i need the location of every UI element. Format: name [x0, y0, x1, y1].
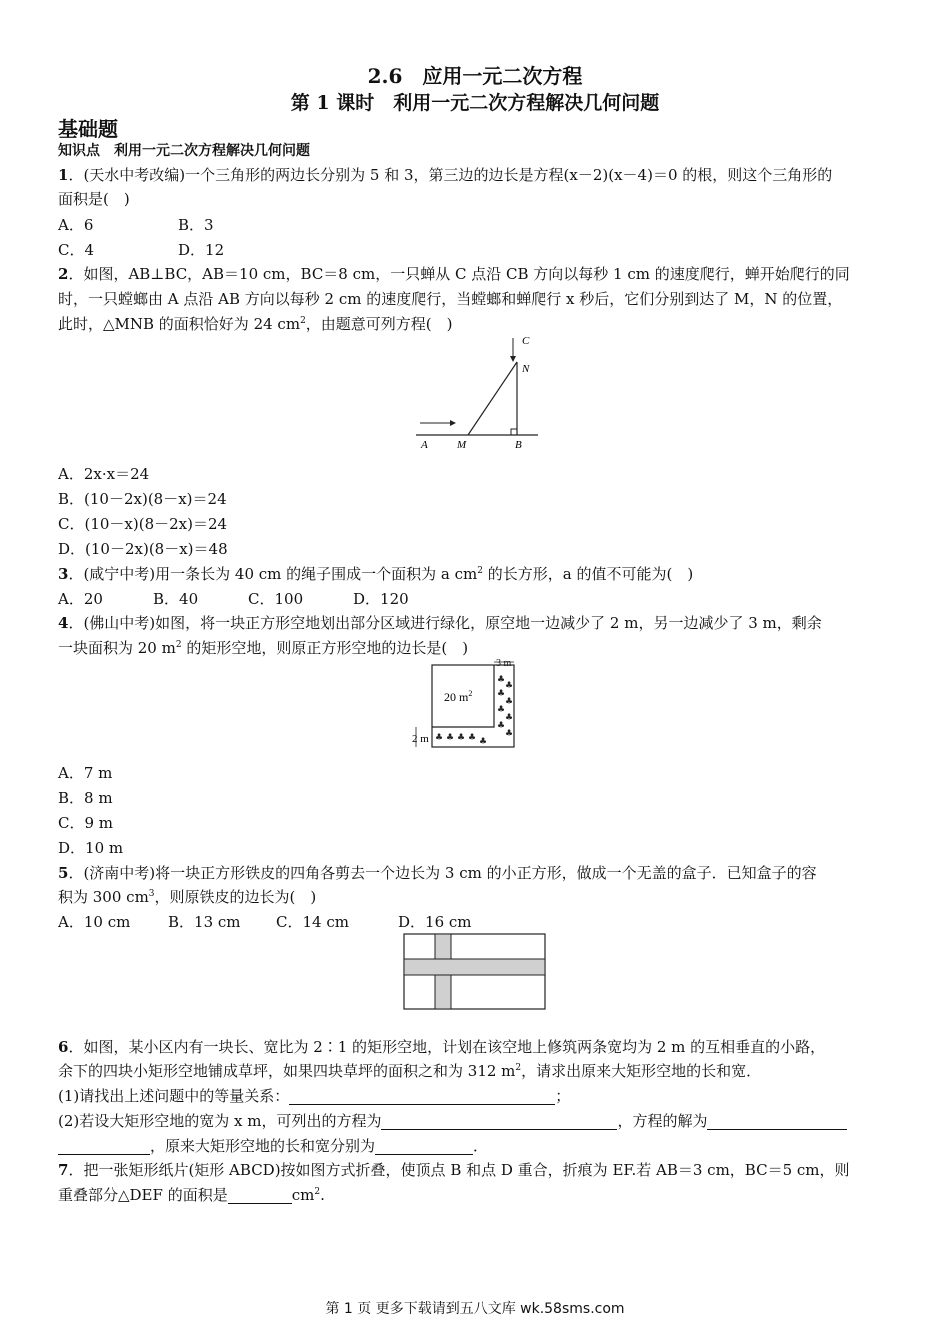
q6-text: ．如图，某小区内有一块长、宽比为 2∶1 的矩形空地，计划在该空地上修筑两条宽均为 2 m 的互相垂直的小路， [68, 1038, 826, 1056]
lesson-subtitle: 第 1 课时 利用一元二次方程解决几何问题 [290, 92, 660, 114]
q5-option-b: B．13 cm [168, 913, 241, 931]
q3-text-b: 的长方形，a 的值不可能为( ) [483, 565, 694, 583]
q4-line1 [58, 614, 822, 632]
q6-blank-dimensions[interactable] [375, 1139, 473, 1155]
q2-label-b: B [515, 439, 522, 451]
q2-label-m: M [457, 439, 467, 451]
q2-right-angle-mark [511, 429, 517, 435]
q4-number: 4 [58, 614, 69, 632]
q3-options [58, 590, 409, 608]
tree-icon: ♣ [435, 733, 444, 743]
q7-number: 7 [58, 1161, 69, 1179]
q6-part1-end: ； [555, 1087, 571, 1105]
q6-blank-solution[interactable] [707, 1114, 847, 1130]
q3-line1 [58, 565, 693, 583]
q3-option-d: D．120 [353, 590, 409, 608]
q5-line2 [58, 888, 316, 906]
tree-icon: ♣ [497, 721, 506, 731]
q2-number: 2 [58, 265, 69, 283]
q3-option-a: A．20 [58, 590, 103, 608]
tree-icon: ♣ [479, 737, 488, 747]
q6-sup: 2 [515, 1063, 522, 1073]
tree-icon: ♣ [468, 733, 477, 743]
q5-text-2b: ，则原铁皮的边长为( ) [154, 888, 317, 906]
tree-icon: ♣ [457, 733, 466, 743]
q5-number: 5 [58, 864, 69, 882]
q5-option-d: D．16 cm [398, 913, 472, 931]
q5-sup: 3 [148, 889, 155, 899]
q6-part1-text: (1)请找出上述问题中的等量关系： [58, 1087, 290, 1105]
q2-text-3a: 此时，△MNB 的面积恰好为 24 cm [58, 315, 301, 333]
q2-figure [412, 332, 542, 452]
tree-icon: ♣ [497, 705, 506, 715]
page-footer: 第 1 页 更多下载请到五八文库 wk.58sms.com [325, 1301, 625, 1317]
tree-icon: ♣ [497, 689, 506, 699]
q6-number: 6 [58, 1038, 69, 1056]
q1-options-row1 [58, 216, 214, 234]
q4-option-a: A．7 m [58, 764, 113, 782]
q7-line1 [58, 1161, 850, 1179]
q2-line3 [58, 315, 453, 333]
q6-path-intersection [436, 960, 451, 975]
q1-number: 1 [58, 166, 69, 184]
q3-option-c: C．100 [248, 590, 304, 608]
q2-text: ．如图，AB⊥BC，AB＝10 cm，BC＝8 cm，一只蝉从 C 点沿 CB 方向以每秒 1 cm 的速度爬行，蝉开始爬行的同 [68, 265, 850, 283]
knowledge-point: 知识点 利用一元二次方程解决几何问题 [58, 143, 310, 159]
q6-text-2b: ，请求出原来大矩形空地的长和宽． [521, 1062, 762, 1080]
q2-label-n: N [522, 363, 530, 375]
q1-option-c: C．4 [58, 241, 95, 259]
q2-label-c: C [522, 335, 530, 347]
q6-part1 [58, 1087, 570, 1105]
q1-option-b: B．3 [178, 216, 214, 234]
q2-option-a: A．2x·x＝24 [58, 465, 150, 483]
q2-option-b: B．(10－2x)(8－x)＝24 [58, 490, 227, 508]
q4-option-b: B．8 m [58, 789, 113, 807]
q4-tree-icons [435, 675, 513, 747]
q5-option-a: A．10 cm [58, 913, 131, 931]
q2-option-d: D．(10－2x)(8－x)＝48 [58, 540, 228, 558]
q6-blank-relation[interactable] [289, 1089, 555, 1105]
q7-text-2a: 重叠部分△DEF 的面积是 [58, 1186, 228, 1204]
q1-line1 [58, 166, 832, 184]
q5-options [58, 913, 472, 931]
q4-label-area [444, 689, 472, 704]
q6-text-2a: 余下的四块小矩形空地铺成草坪，如果四块草坪的面积之和为 312 m [58, 1062, 516, 1080]
q4-label-area-text: 20 m [444, 690, 469, 704]
q3-number: 3 [58, 565, 69, 583]
q4-option-d: D．10 m [58, 839, 124, 857]
q6-line1 [58, 1038, 825, 1056]
q6-part2-text-b: ，方程的解为 [617, 1112, 708, 1130]
q2-line2: 时，一只螳螂由 A 点沿 AB 方向以每秒 2 cm 的速度爬行，当螳螂和蝉爬行 x 秒后，它们分别到达了 M，N 的位置， [58, 290, 843, 308]
q3-option-b: B．40 [153, 590, 199, 608]
q4-text: ．(佛山中考)如图，将一块正方形空地划出部分区域进行绿化，原空地一边减少了 2 m，另一边减少了 3 m，剩余 [68, 614, 822, 632]
q4-line2 [58, 639, 468, 657]
q4-label-3m: 3 m [496, 658, 512, 669]
q2-text-3b: ，由题意可列方程( ) [305, 315, 453, 333]
q6-line2 [58, 1062, 761, 1080]
q7-blank-area[interactable] [228, 1188, 292, 1204]
q2-sup: 2 [300, 316, 306, 326]
q2-option-c: C．(10－x)(8－2x)＝24 [58, 515, 228, 533]
q1-text: ．(天水中考改编)一个三角形的两边长分别为 5 和 3，第三边的边长是方程(x－2)(x－4)＝0 的根，则这个三角形的 [68, 166, 833, 184]
tree-icon: ♣ [505, 697, 514, 707]
q6-part2-cont [58, 1137, 488, 1155]
q6-part2-end: ． [473, 1137, 489, 1155]
q1-option-a: A．6 [58, 216, 94, 234]
q6-figure [403, 933, 547, 1011]
q4-label-area-sup: 2 [468, 689, 473, 698]
q6-part2-text-c: ，原来大矩形空地的长和宽分别为 [150, 1137, 376, 1155]
q6-part2-text-a: (2)若设大矩形空地的宽为 x m，可列出的方程为 [58, 1112, 382, 1130]
q3-sup: 2 [477, 566, 483, 576]
q1-line2: 面积是( ) [58, 190, 130, 208]
q7-sup: 2 [314, 1187, 321, 1197]
q2-line-mn [468, 362, 517, 435]
q2-line1 [58, 265, 850, 283]
q6-blank-solution-cont[interactable] [58, 1139, 150, 1155]
q5-text: ．(济南中考)将一块正方形铁皮的四角各剪去一个边长为 3 cm 的小正方形，做成一个无盖的盒子．已知盒子的容 [68, 864, 817, 882]
q4-option-c: C．9 m [58, 814, 114, 832]
tree-icon: ♣ [446, 733, 455, 743]
q6-horizontal-path [404, 959, 545, 975]
section-heading: 基础题 [58, 117, 118, 141]
q2-label-a: A [421, 439, 428, 451]
q2-arrow-mantis-head [450, 420, 456, 426]
tree-icon: ♣ [505, 729, 514, 739]
q4-text-2a: 一块面积为 20 m [58, 639, 176, 657]
tree-icon: ♣ [497, 675, 506, 685]
q5-text-2a: 积为 300 cm [58, 888, 149, 906]
q6-part2 [58, 1112, 847, 1130]
q1-options-row2 [58, 241, 224, 259]
q6-blank-equation[interactable] [381, 1114, 617, 1130]
q7-text-2c: . [320, 1186, 325, 1204]
q1-option-d: D．12 [178, 241, 225, 259]
q2-arrow-cicada-head [510, 356, 516, 362]
q4-label-2m: 2 m [412, 733, 429, 745]
tree-icon: ♣ [505, 681, 514, 691]
q4-figure [410, 656, 522, 750]
q4-text-2b: 的矩形空地，则原正方形空地的边长是( ) [181, 639, 469, 657]
q7-text: ．把一张矩形纸片(矩形 ABCD)按如图方式折叠，使顶点 B 和点 D 重合，折痕为 EF.若 AB＝3 cm，BC＝5 cm，则 [68, 1161, 850, 1179]
q5-line1 [58, 864, 817, 882]
page-title: 2.6 应用一元二次方程 [367, 64, 583, 88]
q3-text-a: ．(咸宁中考)用一条长为 40 cm 的绳子围成一个面积为 a cm [68, 565, 478, 583]
q5-option-c: C．14 cm [276, 913, 349, 931]
q7-text-2b: cm [291, 1186, 315, 1204]
q7-line2 [58, 1186, 325, 1204]
tree-icon: ♣ [505, 713, 514, 723]
q4-sup: 2 [175, 640, 182, 650]
